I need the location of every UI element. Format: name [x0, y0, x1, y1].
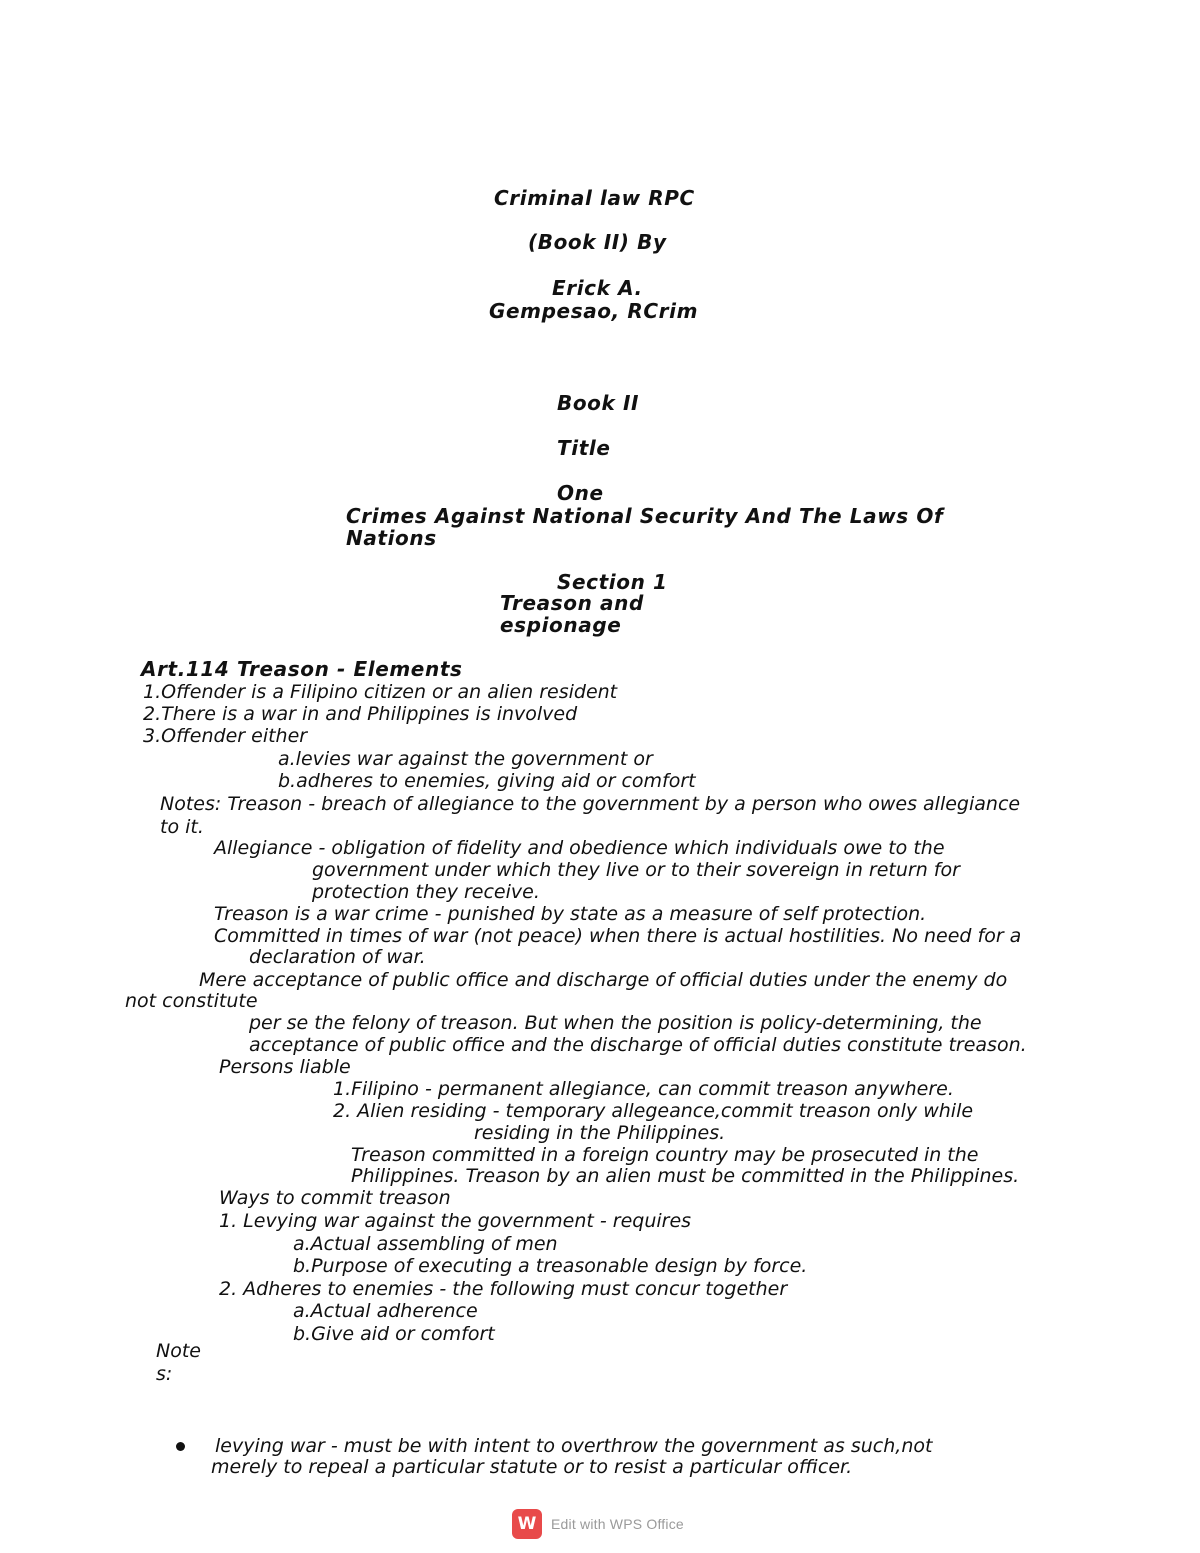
persons-note-line1: Treason committed in a foreign country may be prosecuted in the	[351, 1144, 979, 1166]
element-item-1: 1.Offender is a Filipino citizen or an alien resident	[143, 681, 618, 703]
wps-logo-icon: W	[512, 1509, 542, 1539]
element-subitem-a: a.levies war against the government or	[278, 748, 653, 770]
ways-item-2b: b.Give aid or comfort	[293, 1323, 495, 1345]
note-treason-line1: Notes: Treason - breach of allegiance to the government by a person who owes allegiance	[160, 793, 1021, 815]
element-subitem-b: b.adheres to enemies, giving aid or comfort	[278, 770, 696, 792]
note-allegiance-line1: Allegiance - obligation of fidelity and obedience which individuals owe to the	[214, 837, 945, 859]
ways-item-2a: a.Actual adherence	[293, 1300, 478, 1322]
title-name-line2: Nations	[346, 526, 437, 550]
ways-item-2: 2. Adheres to enemies - the following must concur together	[219, 1278, 788, 1300]
bullet-marker	[176, 1442, 185, 1451]
title-number: One	[557, 481, 604, 505]
note-treason-line2: to it.	[160, 816, 204, 838]
ways-heading: Ways to commit treason	[219, 1187, 451, 1209]
note-times-line1: Committed in times of war (not peace) when there is actual hostilities. No need for a	[214, 925, 1022, 947]
note-allegiance-line3: protection they receive.	[312, 881, 540, 903]
ways-item-1a: a.Actual assembling of men	[293, 1233, 558, 1255]
book-heading: Book II	[557, 391, 640, 415]
persons-item-2-line2: residing in the Philippines.	[474, 1122, 726, 1144]
note-war-crime: Treason is a war crime - punished by state as a measure of self protection.	[214, 903, 927, 925]
ways-item-1: 1. Levying war against the government - requires	[219, 1210, 692, 1232]
note-mere-line3: per se the felony of treason. But when the position is policy-determining, the	[249, 1012, 982, 1034]
persons-heading: Persons liable	[219, 1056, 351, 1078]
title-name-line1: Crimes Against National Security And The Laws Of	[346, 504, 944, 528]
doc-title-line2: (Book II) By	[528, 230, 667, 254]
notes-label-line1: Note	[156, 1340, 201, 1362]
persons-item-1: 1.Filipino - permanent allegiance, can commit treason anywhere.	[333, 1078, 954, 1100]
element-item-3: 3.Offender either	[143, 725, 308, 747]
title-heading: Title	[557, 436, 611, 460]
element-item-2: 2.There is a war in and Philippines is involved	[143, 703, 578, 725]
note-allegiance-line2: government under which they live or to their sovereign in return for	[312, 859, 960, 881]
section-title-line1: Treason and	[500, 591, 644, 615]
note-mere-line2: not constitute	[125, 990, 258, 1012]
doc-title-line1: Criminal law RPC	[494, 186, 695, 210]
note-mere-line1: Mere acceptance of public office and discharge of official duties under the enemy do	[199, 969, 1008, 991]
section-title-line2: espionage	[500, 613, 622, 637]
note-times-line2: declaration of war.	[249, 946, 426, 968]
bullet-note-line2: merely to repeal a particular statute or to resist a particular officer.	[211, 1456, 853, 1478]
article-heading: Art.114 Treason - Elements	[141, 657, 463, 681]
persons-item-2-line1: 2. Alien residing - temporary allegeance,commit treason only while	[333, 1100, 974, 1122]
author-line2: Gempesao, RCrim	[489, 299, 699, 323]
bullet-note-line1: levying war - must be with intent to overthrow the government as such,not	[215, 1435, 933, 1457]
wps-watermark	[512, 1509, 684, 1539]
author-line1: Erick A.	[552, 276, 643, 300]
section-heading: Section 1	[557, 570, 668, 594]
ways-item-1b: b.Purpose of executing a treasonable design by force.	[293, 1255, 808, 1277]
persons-note-line2: Philippines. Treason by an alien must be committed in the Philippines.	[351, 1165, 1020, 1187]
notes-label-line2: s:	[156, 1363, 173, 1385]
note-mere-line4: acceptance of public office and the discharge of official duties constitute treason.	[249, 1034, 1027, 1056]
wps-watermark-text: Edit with WPS Office	[551, 1516, 684, 1532]
